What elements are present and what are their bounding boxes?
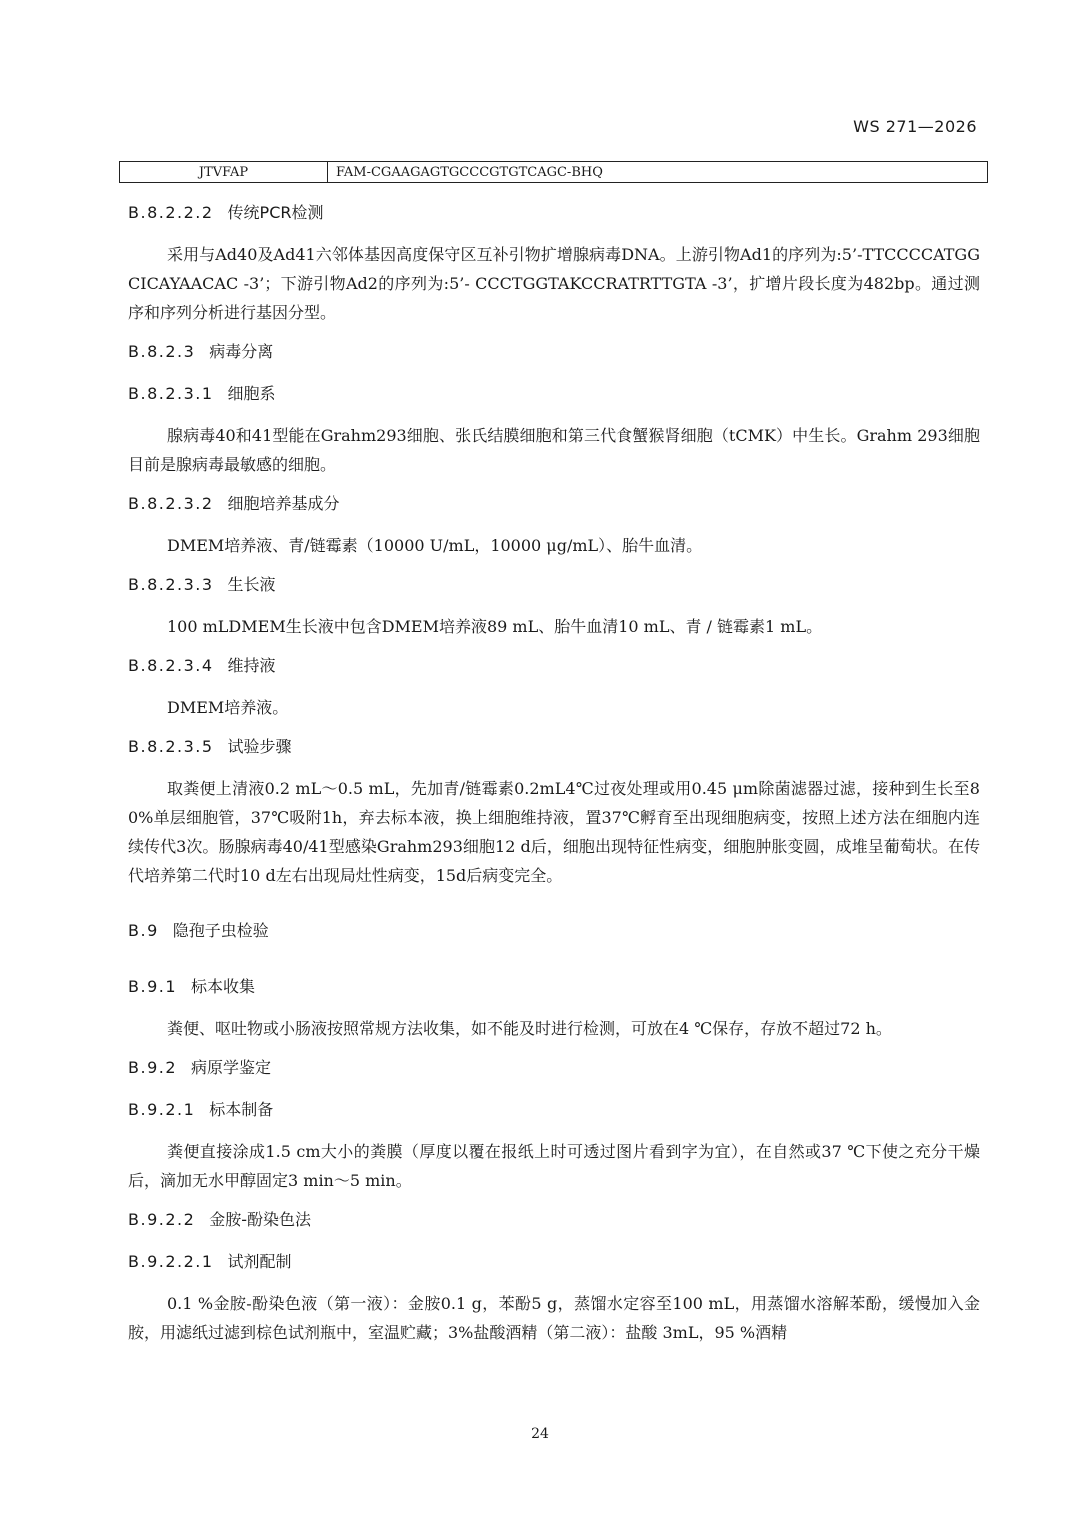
section-heading: [128, 381, 980, 407]
section-title: 病毒分离: [209, 342, 274, 361]
section-number: B.9.2.1: [128, 1100, 196, 1119]
section-number: B.9.1: [128, 977, 178, 996]
section-title: 金胺-酚染色法: [209, 1210, 312, 1229]
section-heading: [128, 1097, 980, 1123]
section-number: B.9.2: [128, 1058, 178, 1077]
paragraph: 粪便直接涂成1.5 cm大小的粪膜（厚度以覆在报纸上时可透过图片看到字为宜），在自然或37 ℃下使之充分干燥后，滴加无水甲醇固定3 min～5 min。: [128, 1142, 980, 1190]
section-title: 标本制备: [209, 1100, 274, 1119]
probe-sequence-cell: FAM-CGAAGAGTGCCCGTGTCAGC-BHQ: [328, 162, 988, 183]
section-title: 标本收集: [191, 977, 256, 996]
primer-table: [119, 161, 988, 183]
section-title: 细胞培养基成分: [227, 494, 340, 513]
document-body: [128, 200, 980, 1347]
section-heading: [128, 734, 980, 760]
paragraph: DMEM培养液、青/链霉素（10000 U/mL，10000 μg/mL）、胎牛血清。: [167, 536, 703, 555]
section-title: 隐孢子虫检验: [172, 921, 269, 940]
section-number: B.8.2.3.5: [128, 737, 214, 756]
section-heading: [128, 1207, 980, 1233]
section-title: 维持液: [227, 656, 276, 675]
paragraph: 0.1 %金胺-酚染色液（第一液）：金胺0.1 g，苯酚5 g，蒸馏水定容至100 mL，用蒸馏水溶解苯酚，缓慢加入金胺，用滤纸过滤到棕色试剂瓶中，室温贮藏；3%盐酸酒精（第二液）：盐酸 3mL，95 %酒精: [128, 1294, 980, 1342]
section-title: 细胞系: [227, 384, 276, 403]
section-heading: [128, 572, 980, 598]
section-number: B.8.2.3.3: [128, 575, 214, 594]
paragraph: DMEM培养液。: [167, 698, 289, 717]
paragraph: 100 mLDMEM生长液中包含DMEM培养液89 mL、胎牛血清10 mL、青 / 链霉素1 mL。: [167, 617, 823, 636]
paragraph: 腺病毒40和41型能在Grahm293细胞、张氏结膜细胞和第三代食蟹猴肾细胞（tCMK）中生长。Grahm 293细胞目前是腺病毒最敏感的细胞。: [128, 426, 980, 474]
section-title: 病原学鉴定: [191, 1058, 272, 1077]
standard-code: WS 271—2026: [853, 117, 977, 136]
paragraph: 取粪便上清液0.2 mL～0.5 mL，先加青/链霉素0.2mL4℃过夜处理或用0.45 μm除菌滤器过滤，接种到生长至80%单层细胞管，37℃吸附1h，弃去标本液，换上细胞维持液，置37℃孵育至出现细胞病变，按照上述方法在细胞内连续传代3次。肠腺病毒40/41型感染Grahm293细胞12 d后，细胞出现特征性病变，细胞肿胀变圆，成堆呈葡萄状。在传代培养第二代时10 d左右出现局灶性病变，15d后病变完全。: [128, 779, 980, 885]
section-number: B.9.2.2.1: [128, 1252, 214, 1271]
section-heading: [128, 339, 980, 365]
probe-name-cell: JTVFAP: [120, 162, 328, 183]
section-number: B.8.2.3.4: [128, 656, 214, 675]
section-title: 试剂配制: [227, 1252, 292, 1271]
section-heading: [128, 974, 980, 1000]
section-title: 试验步骤: [227, 737, 292, 756]
section-heading: [128, 491, 980, 517]
section-number: B.8.2.3: [128, 342, 196, 361]
section-title: 传统PCR检测: [227, 203, 324, 222]
section-heading: [128, 918, 980, 944]
section-title: 生长液: [227, 575, 276, 594]
section-number: B.8.2.3.1: [128, 384, 214, 403]
section-heading: [128, 200, 980, 226]
table-row: [120, 162, 988, 183]
section-number: B.9: [128, 921, 159, 940]
section-number: B.8.2.3.2: [128, 494, 214, 513]
section-number: B.8.2.2.2: [128, 203, 214, 222]
section-number: B.9.2.2: [128, 1210, 196, 1229]
paragraph: 粪便、呕吐物或小肠液按照常规方法收集，如不能及时进行检测，可放在4 ℃保存，存放不超过72 h。: [167, 1019, 892, 1038]
page-number: 24: [531, 1426, 549, 1442]
section-heading: [128, 1055, 980, 1081]
section-heading: [128, 653, 980, 679]
section-heading: [128, 1249, 980, 1275]
paragraph: 采用与Ad40及Ad41六邻体基因高度保守区互补引物扩增腺病毒DNA。上游引物Ad1的序列为:5’-TTCCCCATGGCICAYAACAC -3’；下游引物Ad2的序列为:5’- CCCTGGTAKCCRATRTTGTA -3’，扩增片段长度为482bp。通过测序和序列分析进行基因分型。: [128, 245, 980, 322]
